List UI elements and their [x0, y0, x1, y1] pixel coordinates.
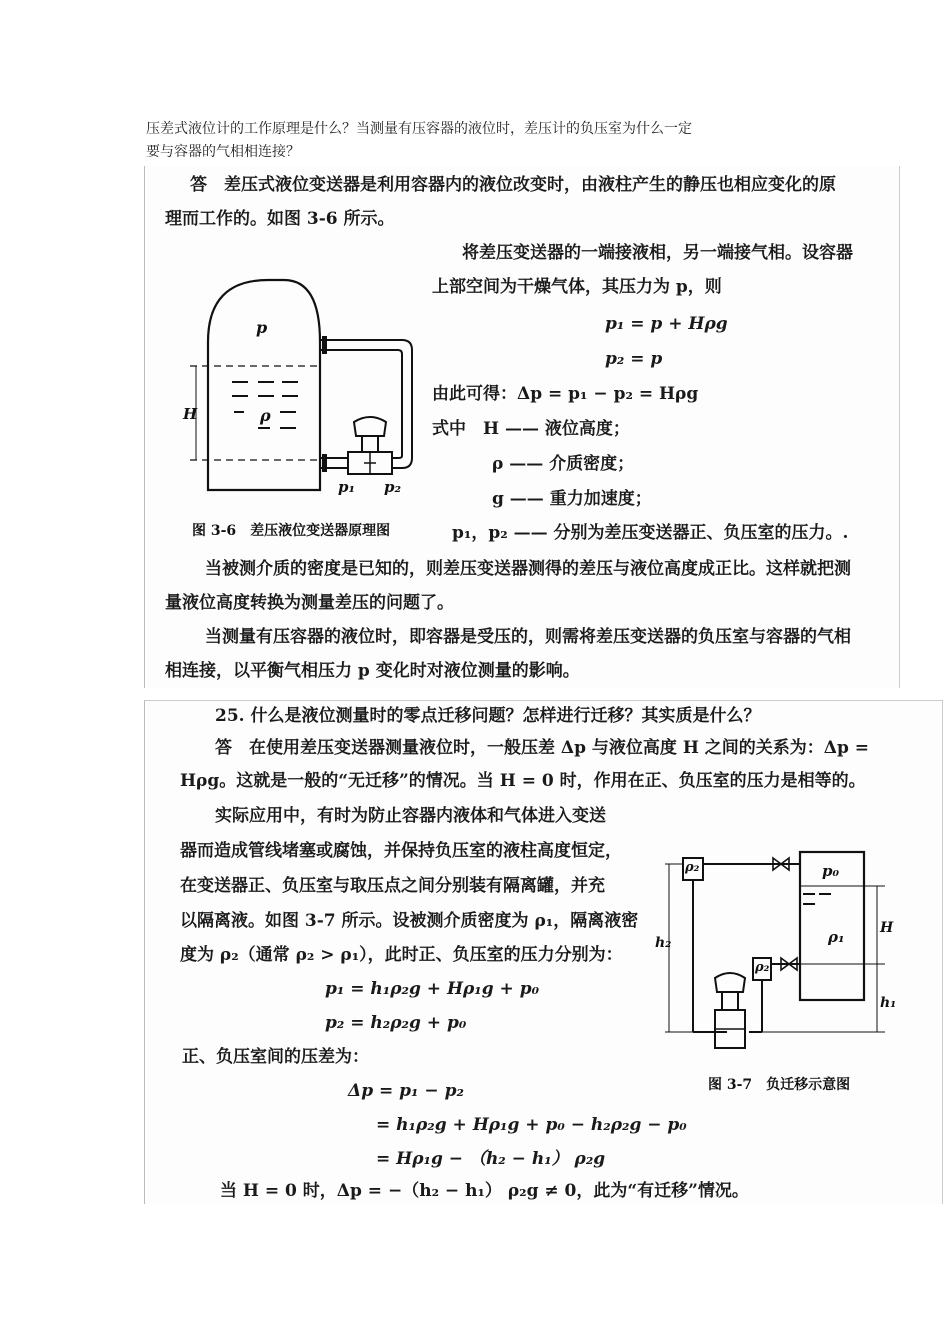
equation2-delta-line-3: = Hρ₁g − （h₂ − h₁） ρ₂g [376, 1149, 606, 1169]
figure-label-p0: p₀ [822, 862, 840, 880]
answer1-right-line-2: 上部空间为干燥气体，其压力为 p，则 [432, 277, 722, 297]
figure-label-rho: ρ [260, 406, 271, 425]
answer2-body-line-2: 器而造成管线堵塞或腐蚀，并保持负压室的液柱高度恒定， [180, 841, 622, 861]
equation2-p1: p₁ = h₁ρ₂g + Hρ₁g + p₀ [325, 979, 540, 999]
figure-label-h1: h₁ [880, 995, 897, 1011]
answer2-conclusion: 当 H = 0 时，Δp = −（h₂ − h₁） ρ₂g ≠ 0，此为“有迁移”情况。 [220, 1181, 749, 1201]
figure-label-p2: p₂ [384, 478, 402, 496]
equation2-delta-line-2: = h₁ρ₂g + Hρ₁g + p₀ − h₂ρ₂g − p₀ [376, 1115, 687, 1135]
figure-3-6-caption: 图 3-6 差压液位变送器原理图 [192, 523, 391, 539]
definition-H: 式中 H —— 液位高度； [432, 419, 630, 439]
figure-label-h2: h₂ [655, 935, 672, 951]
answer2-body-line-4: 以隔离液。如图 3-7 所示。设被测介质密度为 ρ₁，隔离液密 [180, 911, 639, 931]
question-25-title: 25. 什么是液位测量时的零点迁移问题？怎样进行迁移？其实质是什么？ [215, 706, 761, 726]
figure-label-H: H [183, 405, 198, 423]
answer2-body-line-1: 实际应用中，有时为防止容器内液体和气体进入变送 [215, 806, 606, 826]
definition-p1-p2: p₁，p₂ —— 分别为差压变送器正、负压室的压力。. [452, 523, 849, 543]
equation2-p2: p₂ = h₂ρ₂g + p₀ [325, 1013, 467, 1033]
answer2-line-2: Hρg。这就是一般的“无迁移”的情况。当 H = 0 时，作用在正、负压室的压力是相等的。 [180, 771, 866, 791]
equation2-delta-line-1: Δp = p₁ − p₂ [348, 1081, 464, 1101]
equation-p2: p₂ = p [605, 349, 663, 369]
question-line-2: 要与容器的气相相连接？ [146, 144, 300, 160]
equation-p1: p₁ = p + Hρg [605, 314, 728, 334]
definition-rho: ρ —— 介质密度； [492, 454, 635, 474]
answer1-para2-line-1: 当测量有压容器的液位时，即容器是受压的，则需将差压变送器的负压室与容器的气相 [205, 627, 851, 647]
equation-delta-p: 由此可得：Δp = p₁ − p₂ = Hρg [432, 384, 699, 404]
figure-3-7-caption: 图 3-7 负迁移示意图 [708, 1077, 851, 1093]
question-line-1: 压差式液位计的工作原理是什么？当测量有压容器的液位时，差压计的负压室为什么一定 [146, 121, 692, 137]
definition-g: g —— 重力加速度； [492, 489, 652, 509]
answer2-body-line-3: 在变送器正、负压室与取压点之间分别装有隔离罐，并充 [180, 876, 605, 896]
answer1-right-line-1: 将差压变送器的一端接液相，另一端接气相。设容器 [462, 243, 853, 263]
figure-label-rho2-bottom: ρ₂ [755, 960, 770, 975]
figure-label-rho1: ρ₁ [828, 928, 845, 946]
answer2-line-1: 答 在使用差压变送器测量液位时，一般压差 Δp 与液位高度 H 之间的关系为：Δp = [215, 738, 870, 758]
figure-label-H-2: H [880, 920, 894, 936]
figure-label-p1: p₁ [338, 478, 356, 496]
answer2-body-line-5: 度为 ρ₂（通常 ρ₂ > ρ₁），此时正、负压室的压力分别为： [180, 945, 623, 965]
figure-label-rho2-top: ρ₂ [685, 860, 700, 875]
answer1-intro-line-2: 理而工作的。如图 3-6 所示。 [165, 209, 395, 229]
answer1-intro-line-1: 答 差压式液位变送器是利用容器内的液位改变时，由液柱产生的静压也相应变化的原 [190, 175, 836, 195]
equation2-intro: 正、负压室间的压差为： [182, 1047, 369, 1067]
answer1-para2-line-2: 相连接，以平衡气相压力 p 变化时对液位测量的影响。 [165, 661, 580, 681]
answer1-para1-line-2: 量液位高度转换为测量差压的问题了。 [165, 593, 454, 613]
answer1-para1-line-1: 当被测介质的密度是已知的，则差压变送器测得的差压与液位高度成正比。这样就把测 [205, 559, 851, 579]
figure-label-p: p [256, 318, 268, 337]
figure-3-6-diagram [180, 262, 430, 502]
